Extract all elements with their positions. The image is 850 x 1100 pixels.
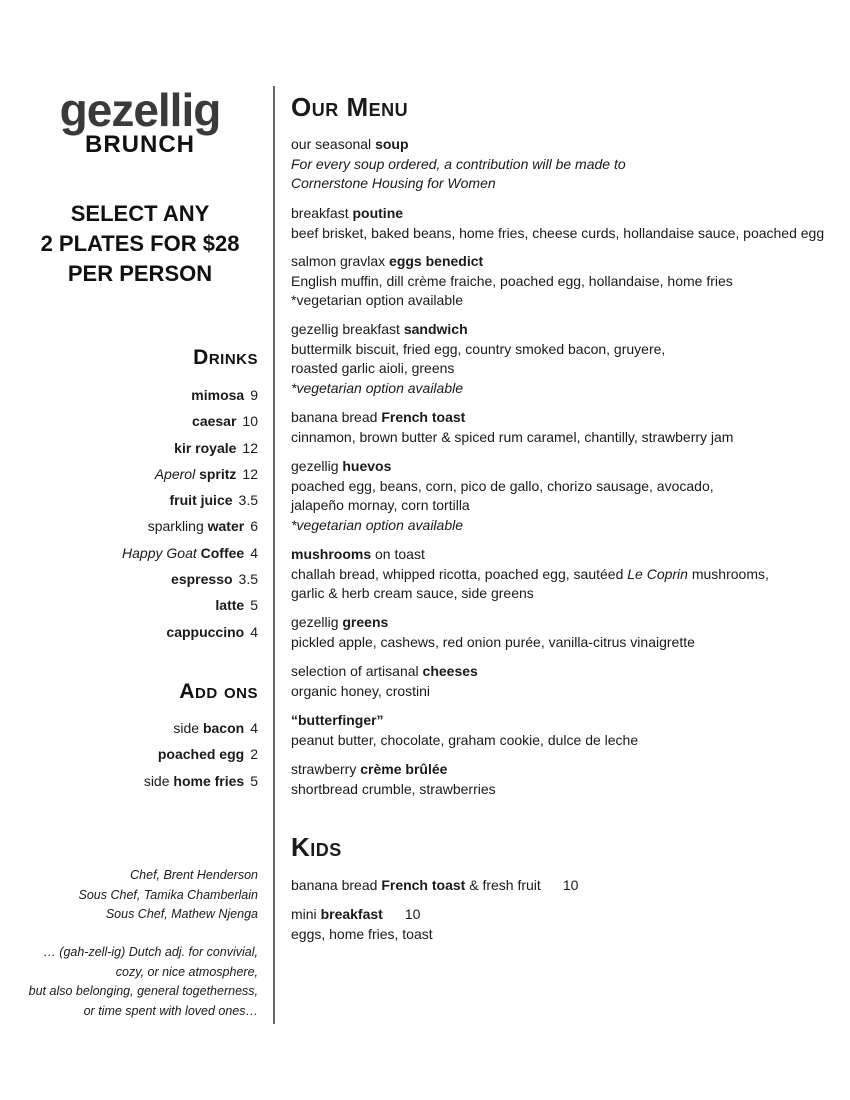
addons-list xyxy=(144,715,258,794)
drink-item: latte 5 xyxy=(215,597,258,614)
menu-item-poutine: breakfast poutine beef brisket, baked beans, home fries, cheese curds, hollandaise sauce, poached egg xyxy=(291,205,825,241)
credit-line: Sous Chef, Tamika Chamberlain xyxy=(78,887,258,902)
drink-item: espresso 3.5 xyxy=(171,571,258,588)
column-divider xyxy=(273,86,275,1024)
menu-item-benedict: salmon gravlax eggs benedict English muffin, dill crème fraiche, poached egg, hollandaise, home fries *vegetarian option available xyxy=(291,253,733,308)
menu-item-huevos: gezellig huevos poached egg, beans, corn, pico de gallo, chorizo sausage, avocado, jalapeño mornay, corn tortilla *vegetarian option available xyxy=(291,458,714,533)
logo xyxy=(0,84,280,158)
menu-item-creme-brulee: strawberry crème brûlée shortbread crumble, strawberries xyxy=(291,761,496,797)
credit-line: Sous Chef, Mathew Njenga xyxy=(105,907,258,921)
drink-item: mimosa 9 xyxy=(191,387,258,403)
promo-banner xyxy=(0,199,280,289)
definition-line: cozy, or nice atmosphere, xyxy=(115,964,258,979)
menu-item-mushrooms: mushrooms on toast challah bread, whipped ricotta, poached egg, sautéed Le Coprin mushrooms, garlic & herb cream sauce, side greens xyxy=(291,546,769,601)
logo-wordmark: gezellig xyxy=(59,84,221,136)
promo-line: PER PERSON xyxy=(67,261,213,286)
promo-line: 2 PLATES FOR $28 xyxy=(40,231,240,256)
kids-item-french-toast: banana bread French toast & fresh fruit 10 xyxy=(291,877,579,893)
kids-heading: Kids xyxy=(291,832,342,862)
drink-item: cappuccino 4 xyxy=(166,623,258,640)
addon-item: side bacon 4 xyxy=(173,720,258,736)
credit-line: Chef, Brent Henderson xyxy=(130,868,258,882)
addons-heading: Add ons xyxy=(179,680,258,703)
menu-item-soup: our seasonal soup For every soup ordered, a contribution will be made to Cornerstone Housing for Women xyxy=(291,136,626,191)
definition-line: but also belonging, general togetherness, xyxy=(28,984,258,998)
drinks-list xyxy=(122,382,258,645)
definition-line: … (gah-zell-ig) Dutch adj. for convivial, xyxy=(43,945,258,959)
drink-item: Happy Goat Coffee 4 xyxy=(122,544,258,561)
drink-item: caesar 10 xyxy=(192,413,258,430)
addon-item: poached egg 2 xyxy=(157,746,258,763)
kids-item-mini-breakfast: mini breakfast 10 eggs, home fries, toast xyxy=(291,906,433,942)
menu-item-cheeses: selection of artisanal cheeses organic honey, crostini xyxy=(291,663,478,699)
menu-item-sandwich: gezellig breakfast sandwich buttermilk biscuit, fried egg, country smoked bacon, gruyere, roasted garlic aioli, greens *vegetarian option available xyxy=(291,321,666,396)
drinks-heading: Drinks xyxy=(193,346,258,369)
drink-item: sparkling water 6 xyxy=(147,518,258,535)
drink-item: Aperol spritz 12 xyxy=(154,465,258,482)
drink-item: fruit juice 3.5 xyxy=(169,492,258,509)
menu-item-butterfinger: “butterfinger” peanut butter, chocolate, graham cookie, dulce de leche xyxy=(291,712,639,748)
gezellig-definition xyxy=(29,943,258,1021)
menu-item-french-toast: banana bread French toast cinnamon, brown butter & spiced rum caramel, chantilly, strawberry jam xyxy=(291,409,734,445)
menu-item-greens: gezellig greens pickled apple, cashews, red onion purée, vanilla-citrus vinaigrette xyxy=(291,614,695,650)
definition-line: or time spent with loved ones… xyxy=(83,1003,258,1018)
logo-subtitle: BRUNCH xyxy=(85,131,195,158)
chef-credits xyxy=(79,866,259,925)
promo-line: SELECT ANY xyxy=(70,201,210,226)
drink-item: kir royale 12 xyxy=(174,439,258,456)
addon-item: side home fries 5 xyxy=(143,772,258,789)
menu-heading: Our Menu xyxy=(291,92,409,122)
